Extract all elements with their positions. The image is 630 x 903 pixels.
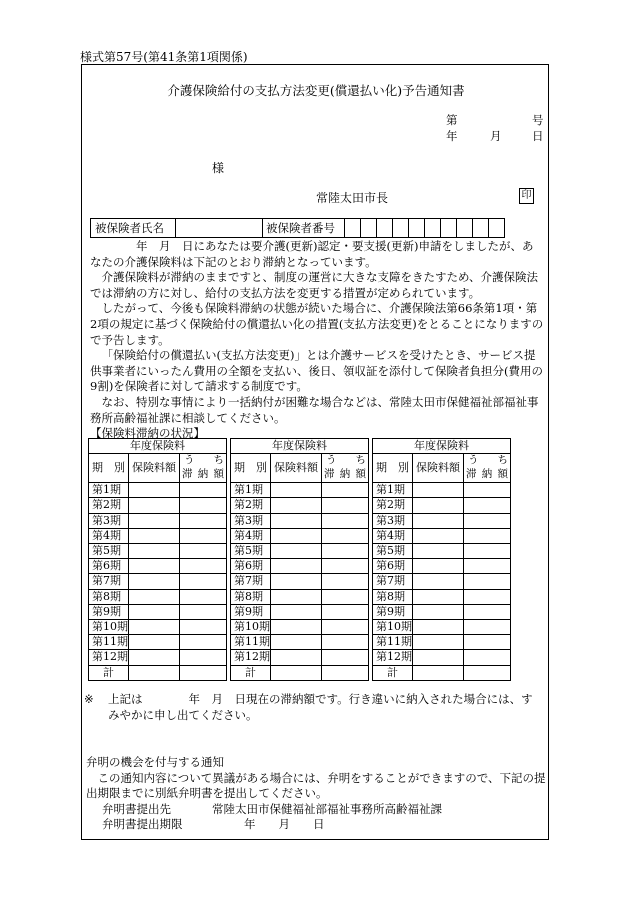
arrears-cell[interactable] bbox=[180, 589, 227, 604]
insured-number-box[interactable] bbox=[457, 219, 473, 238]
amount-cell[interactable] bbox=[271, 513, 322, 528]
hearing-notice bbox=[86, 755, 546, 833]
table-row bbox=[373, 498, 511, 513]
amount-cell[interactable] bbox=[271, 483, 322, 498]
arrears-header-label: 滞 納 額 bbox=[466, 468, 508, 481]
table-row bbox=[89, 498, 227, 513]
arrears-cell[interactable] bbox=[322, 483, 369, 498]
amount-cell[interactable] bbox=[413, 513, 464, 528]
amount-cell[interactable] bbox=[129, 589, 180, 604]
arrears-note bbox=[84, 691, 544, 723]
issuer-name: 常陸太田市長 bbox=[316, 191, 389, 205]
insured-number-box[interactable] bbox=[345, 219, 361, 238]
paragraph: 介護保険料が滞納のままですと、制度の運営に大きな支障をきたすため、介護保険法では滞納の方に対し、給付の支払方法を変更する措置が定められています。 bbox=[90, 270, 539, 300]
amount-cell[interactable] bbox=[129, 513, 180, 528]
period-label: 第11期 bbox=[89, 635, 129, 650]
date-year: 年 bbox=[446, 129, 458, 143]
total-row bbox=[89, 665, 227, 680]
arrears-cell[interactable] bbox=[180, 513, 227, 528]
table-row bbox=[89, 544, 227, 559]
dest-value: 常陸太田市保健福祉部福祉事務所高齢福祉課 bbox=[212, 801, 442, 816]
arrears-cell[interactable] bbox=[180, 559, 227, 574]
total-arrears-cell[interactable] bbox=[464, 665, 511, 680]
period-label: 第2期 bbox=[373, 498, 413, 513]
year-header: 年度保険料 bbox=[373, 439, 511, 454]
period-label: 第8期 bbox=[373, 589, 413, 604]
period-label: 第10期 bbox=[231, 620, 271, 635]
table-row bbox=[373, 483, 511, 498]
table-row bbox=[231, 620, 369, 635]
table-row bbox=[89, 513, 227, 528]
amount-cell[interactable] bbox=[413, 574, 464, 589]
amount-header: 保険料額 bbox=[129, 454, 180, 483]
table-row bbox=[373, 544, 511, 559]
amount-cell[interactable] bbox=[271, 620, 322, 635]
seal-mark: 印 bbox=[519, 188, 534, 204]
table-row bbox=[231, 604, 369, 619]
table-row bbox=[231, 544, 369, 559]
deadline-value: 年 月 日 bbox=[244, 817, 325, 831]
amount-cell[interactable] bbox=[271, 559, 322, 574]
period-label: 第12期 bbox=[89, 650, 129, 665]
document-title: 介護保険給付の支払方法変更(償還払い化)予告通知書 bbox=[167, 83, 465, 98]
arrears-cell[interactable] bbox=[464, 604, 511, 619]
insured-number-box[interactable] bbox=[473, 219, 489, 238]
period-label: 第9期 bbox=[89, 604, 129, 619]
arrears-header-label: 滞 納 額 bbox=[324, 468, 366, 481]
amount-cell[interactable] bbox=[129, 650, 180, 665]
arrears-cell[interactable] bbox=[322, 635, 369, 650]
arrears-cell[interactable] bbox=[322, 528, 369, 543]
table-row bbox=[373, 635, 511, 650]
paragraph: したがって、今後も保険料滞納の状態が続いた場合に、介護保険法第66条第1項・第2項の規定に基づく保険給付の償還払い化の措置(支払方法変更)をとることになりますので予告します。 bbox=[90, 301, 544, 347]
amount-cell[interactable] bbox=[129, 544, 180, 559]
date-day: 日 bbox=[532, 129, 544, 143]
table-row bbox=[231, 483, 369, 498]
period-label: 第1期 bbox=[89, 483, 129, 498]
addressee-suffix: 様 bbox=[212, 161, 225, 175]
hearing-destination bbox=[86, 802, 546, 818]
arrears-cell[interactable] bbox=[322, 589, 369, 604]
amount-cell[interactable] bbox=[413, 604, 464, 619]
amount-cell[interactable] bbox=[271, 574, 322, 589]
notice-body bbox=[90, 239, 544, 442]
date-month: 月 bbox=[490, 129, 502, 143]
arrears-header-chi: ち bbox=[497, 454, 508, 467]
arrears-cell[interactable] bbox=[180, 483, 227, 498]
table-row bbox=[231, 559, 369, 574]
amount-cell[interactable] bbox=[271, 650, 322, 665]
form-number: 様式第57号(第41条第1項関係) bbox=[80, 50, 248, 64]
arrears-table bbox=[88, 438, 227, 681]
year-header: 年度保険料 bbox=[89, 439, 227, 454]
period-label: 第6期 bbox=[89, 559, 129, 574]
total-row bbox=[231, 665, 369, 680]
amount-cell[interactable] bbox=[413, 559, 464, 574]
period-label: 第5期 bbox=[231, 544, 271, 559]
arrears-header-chi: ち bbox=[213, 454, 224, 467]
insured-number-label: 被保険者番号 bbox=[263, 219, 345, 238]
table-row bbox=[373, 604, 511, 619]
arrears-cell[interactable] bbox=[180, 604, 227, 619]
insured-info-table bbox=[90, 218, 505, 238]
amount-header: 保険料額 bbox=[413, 454, 464, 483]
arrears-cell[interactable] bbox=[464, 574, 511, 589]
table-row bbox=[373, 574, 511, 589]
arrears-header bbox=[180, 454, 227, 483]
paragraph: 年 月 日にあなたは要介護(更新)認定・要支援(更新)申請をしましたが、あなたの介護保険料は下記のとおり滞納となっています。 bbox=[90, 239, 534, 269]
amount-cell[interactable] bbox=[271, 528, 322, 543]
arrears-cell[interactable] bbox=[322, 604, 369, 619]
paragraph: なお、特別な事情により一括納付が困難な場合などは、常陸太田市保健福祉部福祉事務所高齢福祉課に相談してください。 bbox=[90, 394, 539, 425]
arrears-cell[interactable] bbox=[322, 620, 369, 635]
amount-cell[interactable] bbox=[271, 589, 322, 604]
note-text: 上記は 年 月 日現在の滞納額です。行き違いに納入された場合には、すみやかに申し出てください。 bbox=[108, 692, 533, 722]
arrears-cell[interactable] bbox=[322, 574, 369, 589]
arrears-cell[interactable] bbox=[180, 650, 227, 665]
arrears-cell[interactable] bbox=[180, 574, 227, 589]
arrears-cell[interactable] bbox=[180, 620, 227, 635]
insured-name-field[interactable] bbox=[176, 219, 263, 238]
insured-name-label: 被保険者氏名 bbox=[91, 219, 176, 238]
total-amount-cell[interactable] bbox=[413, 665, 464, 680]
arrears-cell[interactable] bbox=[464, 528, 511, 543]
total-row bbox=[373, 665, 511, 680]
period-label: 第4期 bbox=[231, 528, 271, 543]
table-row bbox=[231, 574, 369, 589]
amount-cell[interactable] bbox=[413, 544, 464, 559]
table-row bbox=[373, 528, 511, 543]
arrears-cell[interactable] bbox=[322, 559, 369, 574]
amount-header: 保険料額 bbox=[271, 454, 322, 483]
arrears-cell[interactable] bbox=[322, 513, 369, 528]
table-row bbox=[89, 620, 227, 635]
arrears-tables bbox=[88, 438, 511, 681]
arrears-header-u: う bbox=[184, 454, 195, 467]
table-row bbox=[373, 513, 511, 528]
amount-cell[interactable] bbox=[129, 498, 180, 513]
amount-cell[interactable] bbox=[271, 498, 322, 513]
arrears-header bbox=[322, 454, 369, 483]
status-heading: 【保険料滞納の状況】 bbox=[90, 426, 205, 441]
amount-cell[interactable] bbox=[129, 559, 180, 574]
table-row bbox=[89, 650, 227, 665]
amount-cell[interactable] bbox=[271, 544, 322, 559]
period-label: 第8期 bbox=[89, 589, 129, 604]
arrears-cell[interactable] bbox=[464, 544, 511, 559]
insured-number-box[interactable] bbox=[409, 219, 425, 238]
hearing-heading: 弁明の機会を付与する通知 bbox=[86, 755, 224, 769]
table-row bbox=[231, 528, 369, 543]
arrears-cell[interactable] bbox=[322, 650, 369, 665]
amount-cell[interactable] bbox=[413, 498, 464, 513]
amount-cell[interactable] bbox=[271, 604, 322, 619]
table-row bbox=[373, 589, 511, 604]
number-go: 号 bbox=[532, 113, 544, 127]
arrears-header-u: う bbox=[468, 454, 479, 467]
amount-cell[interactable] bbox=[413, 635, 464, 650]
total-label: 計 bbox=[231, 665, 271, 680]
period-header: 期 別 bbox=[89, 454, 129, 483]
table-row bbox=[231, 498, 369, 513]
period-label: 第8期 bbox=[231, 589, 271, 604]
period-label: 第12期 bbox=[231, 650, 271, 665]
amount-cell[interactable] bbox=[129, 483, 180, 498]
arrears-cell[interactable] bbox=[464, 635, 511, 650]
note-mark: ※ bbox=[84, 692, 94, 706]
period-label: 第4期 bbox=[89, 528, 129, 543]
amount-cell[interactable] bbox=[413, 650, 464, 665]
period-label: 第2期 bbox=[89, 498, 129, 513]
insured-number-box[interactable] bbox=[361, 219, 377, 238]
period-label: 第3期 bbox=[231, 513, 271, 528]
period-label: 第10期 bbox=[373, 620, 413, 635]
arrears-cell[interactable] bbox=[464, 483, 511, 498]
paragraph: 「保険給付の償還払い(支払方法変更)」とは介護サービスを受けたとき、サービス提供事業者にいったん費用の全額を支払い、後日、領収証を添付して保険者負担分(費用の9割)を保険者に対して請求する制度です。 bbox=[90, 348, 543, 394]
hearing-deadline bbox=[86, 817, 546, 833]
number-dai: 第 bbox=[446, 113, 458, 127]
total-arrears-cell[interactable] bbox=[180, 665, 227, 680]
period-header: 期 別 bbox=[231, 454, 271, 483]
period-label: 第7期 bbox=[89, 574, 129, 589]
year-header: 年度保険料 bbox=[231, 439, 369, 454]
arrears-cell[interactable] bbox=[322, 544, 369, 559]
total-amount-cell[interactable] bbox=[129, 665, 180, 680]
period-label: 第5期 bbox=[373, 544, 413, 559]
arrears-table bbox=[230, 438, 369, 681]
arrears-cell[interactable] bbox=[464, 589, 511, 604]
total-amount-cell[interactable] bbox=[271, 665, 322, 680]
period-label: 第3期 bbox=[89, 513, 129, 528]
document-number bbox=[444, 112, 544, 143]
arrears-cell[interactable] bbox=[180, 498, 227, 513]
insured-number-box[interactable] bbox=[489, 219, 505, 238]
notice-frame bbox=[81, 64, 549, 840]
insured-number-box[interactable] bbox=[425, 219, 441, 238]
arrears-cell[interactable] bbox=[464, 559, 511, 574]
period-label: 第6期 bbox=[373, 559, 413, 574]
period-label: 第9期 bbox=[231, 604, 271, 619]
arrears-table bbox=[372, 438, 511, 681]
deadline-label: 弁明書提出期限 bbox=[102, 817, 183, 831]
period-label: 第1期 bbox=[373, 483, 413, 498]
arrears-cell[interactable] bbox=[180, 528, 227, 543]
arrears-cell[interactable] bbox=[180, 635, 227, 650]
period-label: 第6期 bbox=[231, 559, 271, 574]
period-label: 第11期 bbox=[373, 635, 413, 650]
table-row bbox=[231, 635, 369, 650]
table-row bbox=[89, 589, 227, 604]
table-row bbox=[89, 483, 227, 498]
total-label: 計 bbox=[89, 665, 129, 680]
total-label: 計 bbox=[373, 665, 413, 680]
period-label: 第9期 bbox=[373, 604, 413, 619]
period-header: 期 別 bbox=[373, 454, 413, 483]
period-label: 第3期 bbox=[373, 513, 413, 528]
arrears-cell[interactable] bbox=[464, 650, 511, 665]
arrears-header bbox=[464, 454, 511, 483]
amount-cell[interactable] bbox=[129, 635, 180, 650]
table-row bbox=[373, 559, 511, 574]
period-label: 第2期 bbox=[231, 498, 271, 513]
period-label: 第7期 bbox=[373, 574, 413, 589]
amount-cell[interactable] bbox=[413, 620, 464, 635]
table-row bbox=[89, 604, 227, 619]
period-label: 第1期 bbox=[231, 483, 271, 498]
insured-number-box[interactable] bbox=[393, 219, 409, 238]
amount-cell[interactable] bbox=[413, 589, 464, 604]
amount-cell[interactable] bbox=[271, 635, 322, 650]
arrears-cell[interactable] bbox=[464, 513, 511, 528]
arrears-header-chi: ち bbox=[355, 454, 366, 467]
arrears-header-u: う bbox=[326, 454, 337, 467]
insured-number-box[interactable] bbox=[377, 219, 393, 238]
table-row bbox=[373, 650, 511, 665]
period-label: 第11期 bbox=[231, 635, 271, 650]
table-row bbox=[231, 650, 369, 665]
table-row bbox=[89, 574, 227, 589]
amount-cell[interactable] bbox=[413, 483, 464, 498]
total-arrears-cell[interactable] bbox=[322, 665, 369, 680]
table-row bbox=[89, 559, 227, 574]
arrears-header-label: 滞 納 額 bbox=[182, 468, 224, 481]
table-row bbox=[89, 635, 227, 650]
amount-cell[interactable] bbox=[129, 604, 180, 619]
table-row bbox=[231, 513, 369, 528]
arrears-cell[interactable] bbox=[464, 620, 511, 635]
table-row bbox=[89, 528, 227, 543]
period-label: 第10期 bbox=[89, 620, 129, 635]
period-label: 第5期 bbox=[89, 544, 129, 559]
amount-cell[interactable] bbox=[129, 620, 180, 635]
amount-cell[interactable] bbox=[129, 528, 180, 543]
arrears-cell[interactable] bbox=[180, 544, 227, 559]
arrears-cell[interactable] bbox=[322, 498, 369, 513]
hearing-text: この通知内容について異議がある場合には、弁明をすることができますので、下記の提出期限までに別紙弁明書を提出してください。 bbox=[86, 770, 546, 800]
period-label: 第4期 bbox=[373, 528, 413, 543]
dest-label: 弁明書提出先 bbox=[102, 801, 171, 816]
amount-cell[interactable] bbox=[129, 574, 180, 589]
period-label: 第7期 bbox=[231, 574, 271, 589]
arrears-cell[interactable] bbox=[464, 498, 511, 513]
period-label: 第12期 bbox=[373, 650, 413, 665]
table-row bbox=[231, 589, 369, 604]
insured-number-box[interactable] bbox=[441, 219, 457, 238]
amount-cell[interactable] bbox=[413, 528, 464, 543]
table-row bbox=[373, 620, 511, 635]
